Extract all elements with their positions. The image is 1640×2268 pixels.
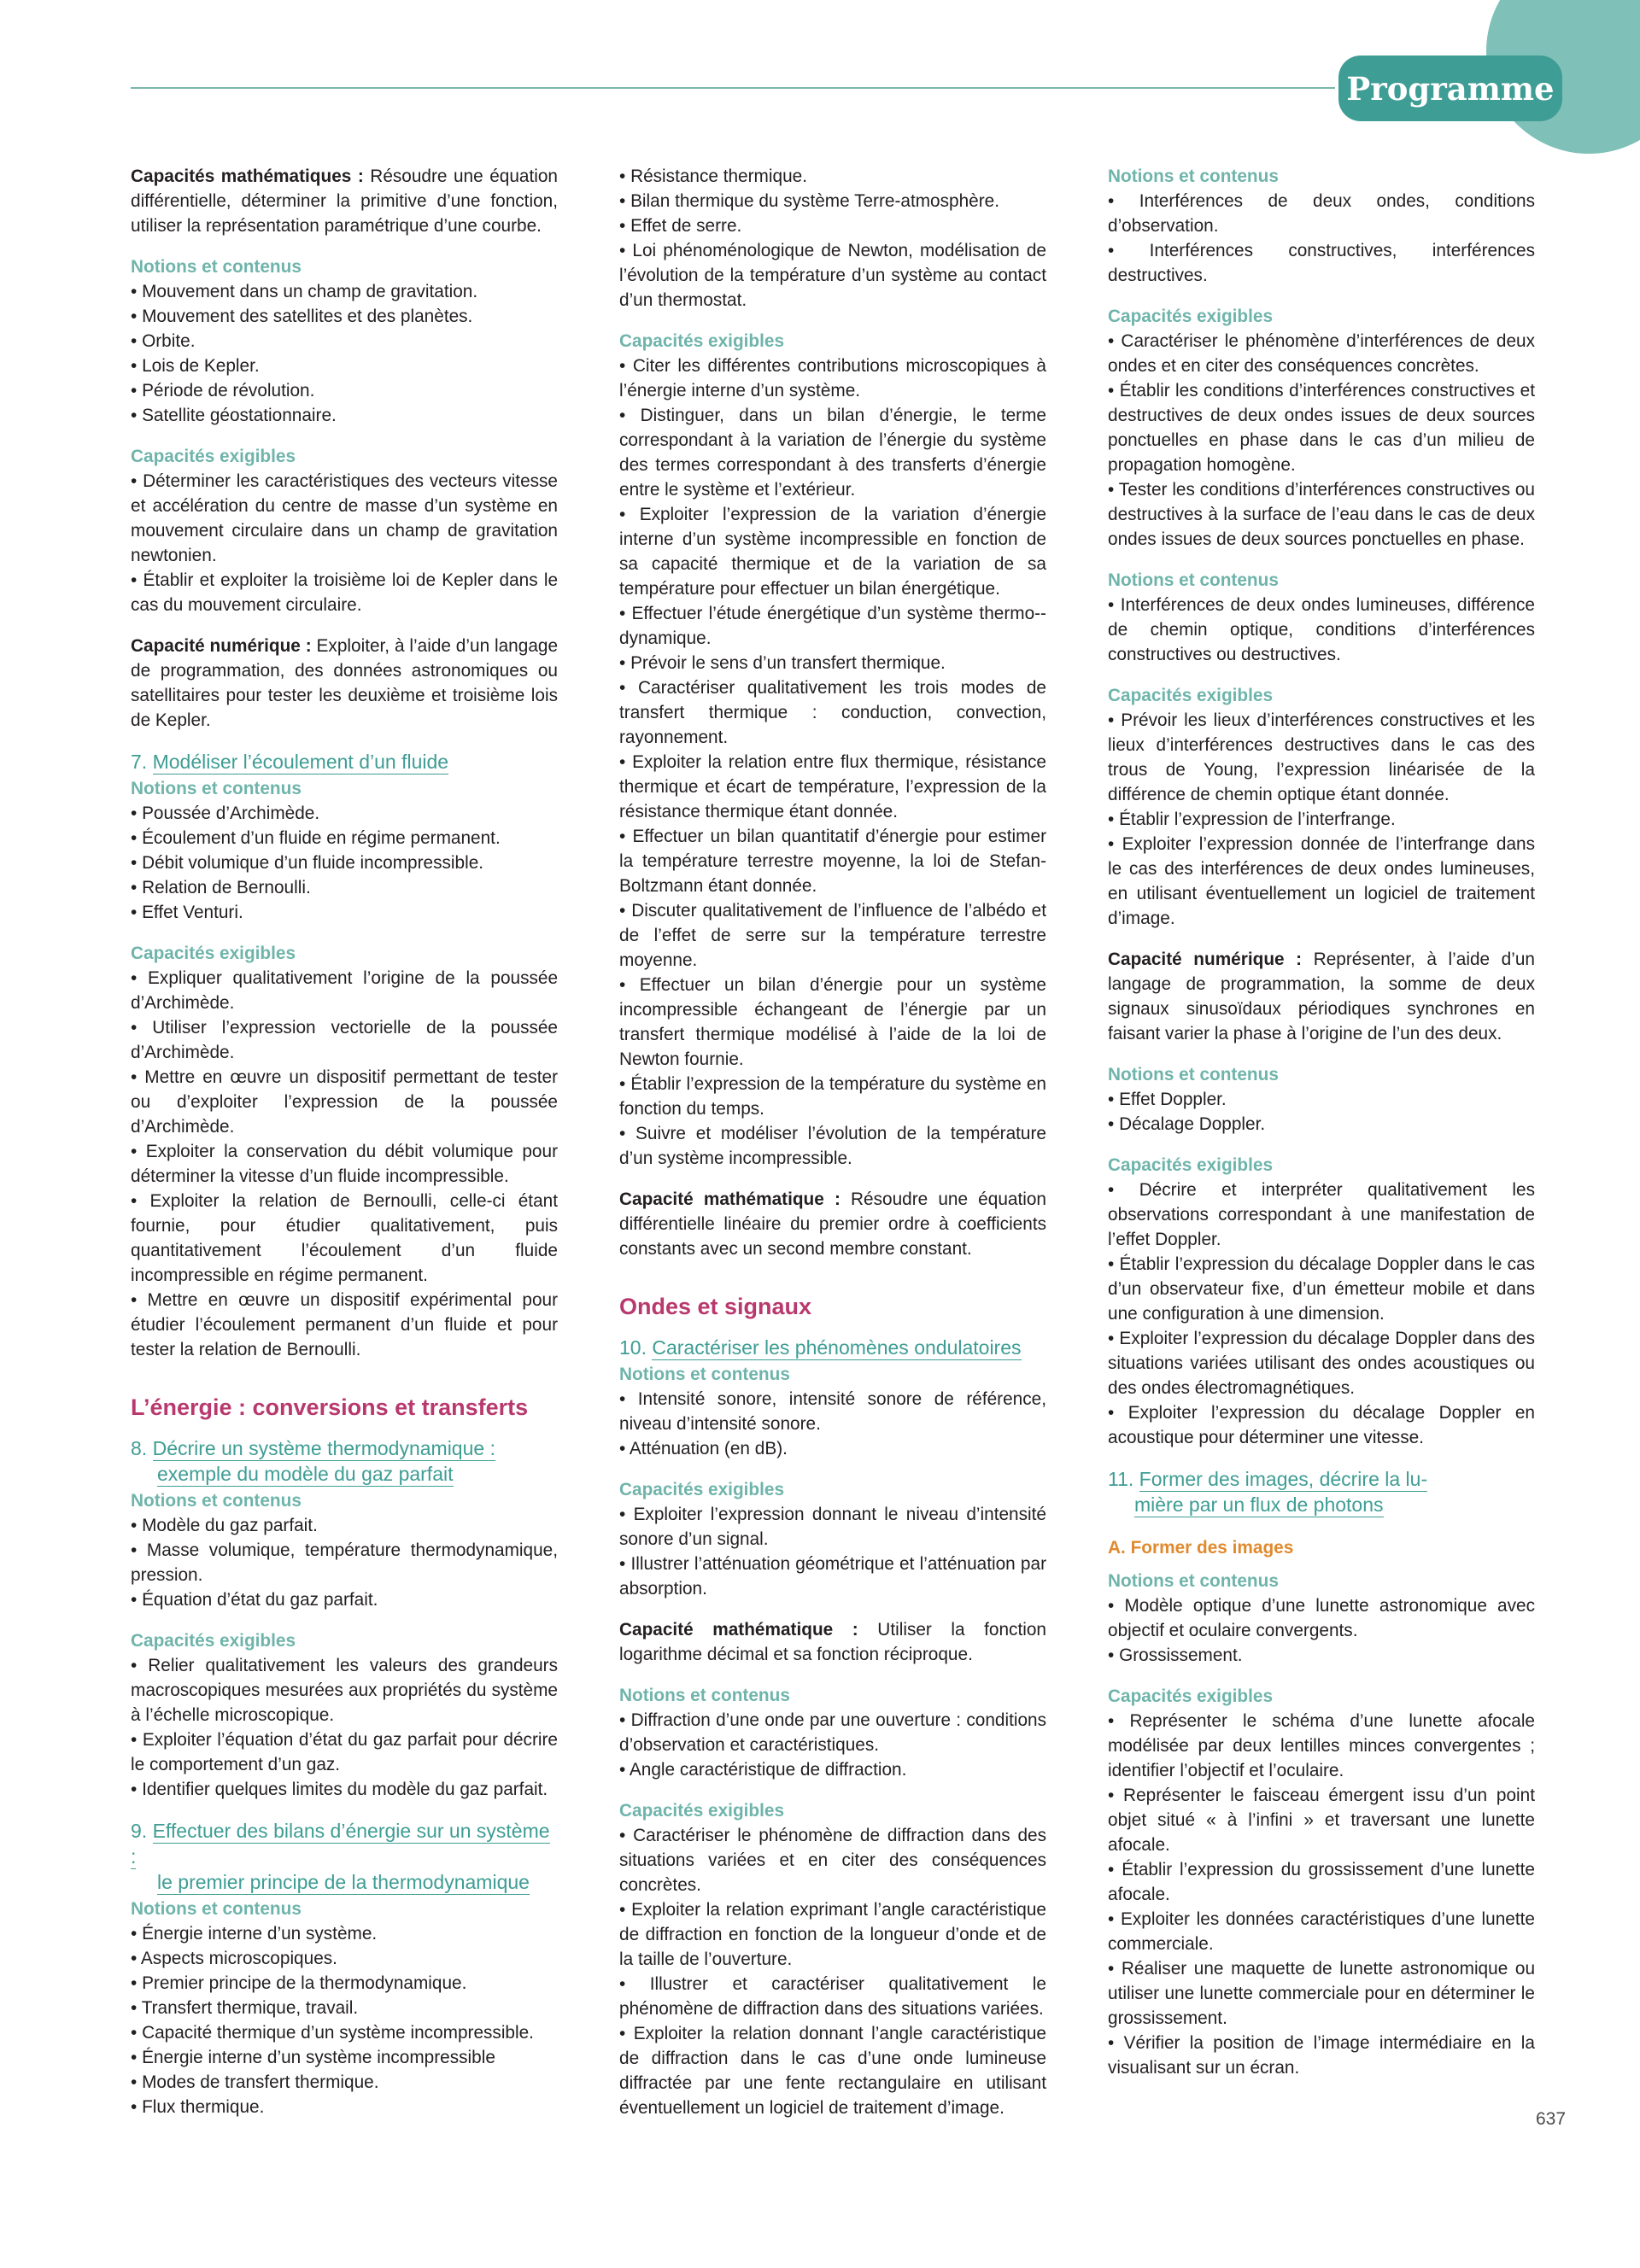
section-title: Décrire un système thermodynamique :	[152, 1437, 495, 1459]
list-item: • Décrire et interpréter qualitativement les observations correspondant à une manifestation de l’effet Doppler.	[1108, 1178, 1535, 1252]
bullet-list	[131, 1653, 558, 1802]
list-item: • Exploiter la relation entre flux thermique, résistance thermique et écart de température, l’expression de la résistance thermique étant donnée.	[619, 750, 1046, 824]
list-item: • Effet Venturi.	[131, 900, 558, 925]
list-item: • Énergie interne d’un système.	[131, 1921, 558, 1946]
list-item: • Établir l’expression de l’interfrange.	[1108, 807, 1535, 832]
section-title: Modéliser l’écoulement d’un fluide	[152, 751, 449, 773]
heading-capacites: Capacités exigibles	[619, 331, 785, 351]
list-item: • Identifier quelques limites du modèle du gaz parfait.	[131, 1777, 558, 1802]
list-item: • Caractériser le phénomène d’interférences de deux ondes et en citer des conséquences concrètes.	[1108, 329, 1535, 378]
bullet-list	[1108, 329, 1535, 552]
list-item: • Suivre et modéliser l’évolution de la température d’un système incompressible.	[619, 1121, 1046, 1171]
bullet-list	[131, 966, 558, 1362]
list-item: • Diffraction d’une onde par une ouverture : conditions d’observation et caractéristiques.	[619, 1708, 1046, 1757]
list-item: • Établir et exploiter la troisième loi de Kepler dans le cas du mouvement circulaire.	[131, 568, 558, 617]
numerique-paragraph	[131, 634, 558, 733]
column-2	[619, 164, 1046, 2120]
bullet-list	[131, 1513, 558, 1612]
list-item: • Relier qualitativement les valeurs des grandeurs macroscopiques mesurées aux propriétés du système à l’échelle microscopique.	[131, 1653, 558, 1727]
heading-notions: Notions et contenus	[1108, 1571, 1279, 1591]
energie-title: L’énergie : conversions et transferts	[131, 1394, 529, 1420]
math9-paragraph	[619, 1187, 1046, 1261]
list-item: • Illustrer l’atténuation géométrique et l’atténuation par absorption.	[619, 1552, 1046, 1601]
list-item: • Interférences de deux ondes, conditions d’observation.	[1108, 189, 1535, 238]
list-item: • Utiliser l’expression vectorielle de la poussée d’Archimède.	[131, 1015, 558, 1065]
list-item: • Discuter qualitativement de l’influence de l’albédo et de l’effet de serre sur la température terrestre moyenne.	[619, 898, 1046, 973]
heading-capacites: Capacités exigibles	[1108, 1155, 1274, 1175]
list-item: • Effectuer l’étude énergétique d’un système thermo--dynamique.	[619, 601, 1046, 651]
bullet-list	[1108, 189, 1535, 288]
heading-capacites: Capacités exigibles	[619, 1480, 785, 1499]
list-item: • Capacité thermique d’un système incompressible.	[131, 2020, 558, 2045]
list-item: • Établir l’expression du décalage Doppler dans le cas d’un observateur fixe, d’un émetteur mobile et dans une configuration à une dimension.	[1108, 1252, 1535, 1326]
list-item: • Exploiter l’expression donnant le niveau d’intensité sonore d’un signal.	[619, 1502, 1046, 1552]
heading-capacites: Capacités exigibles	[131, 944, 296, 963]
list-item: • Débit volumique d’un fluide incompressible.	[131, 850, 558, 875]
list-item: • Interférences constructives, interférences destructives.	[1108, 238, 1535, 288]
bullet-list	[131, 1921, 558, 2119]
heading-notions: Notions et contenus	[619, 1365, 790, 1384]
list-item: • Exploiter l’expression donnée de l’interfrange dans le cas des interférences de deux ondes lumineuses, en utilisant éventuellement un logiciel de traitement d’image.	[1108, 832, 1535, 931]
list-item: • Intensité sonore, intensité sonore de référence, niveau d’intensité sonore.	[619, 1387, 1046, 1436]
list-item: • Établir les conditions d’interférences constructives et destructives de deux ondes issues de deux sources ponctuelles en phase dans le cas d’un milieu de propagation homogène.	[1108, 378, 1535, 477]
list-item: • Mettre en œuvre un dispositif expérimental pour étudier l’écoulement permanent d’un fluide et pour tester la relation de Bernoulli.	[131, 1288, 558, 1362]
list-item: • Exploiter la conservation du débit volumique pour déterminer la vitesse d’un fluide incompressible.	[131, 1139, 558, 1189]
section-title-cont: mière par un flux de photons	[1134, 1493, 1384, 1516]
section-10-heading	[619, 1335, 1046, 1360]
list-item: • Exploiter les données caractéristiques d’une lunette commerciale.	[1108, 1907, 1535, 1956]
programme-tab: Programme	[1338, 56, 1562, 121]
subsection-a-title: A. Former des images	[1108, 1538, 1294, 1558]
bullet-list	[619, 354, 1046, 1171]
heading-notions: Notions et contenus	[1108, 1065, 1279, 1084]
list-item: • Orbite.	[131, 329, 558, 354]
section-number: 10.	[619, 1336, 647, 1359]
bullet-list	[1108, 1087, 1535, 1137]
heading-capacites: Capacités exigibles	[131, 1631, 296, 1651]
bullet-list	[619, 164, 1046, 313]
list-item: • Illustrer et caractériser qualitativement le phénomène de diffraction dans des situations variées.	[619, 1972, 1046, 2021]
section-number: 8.	[131, 1437, 148, 1459]
list-item: • Modèle du gaz parfait.	[131, 1513, 558, 1538]
list-item: • Bilan thermique du système Terre-atmosphère.	[619, 189, 1046, 213]
list-item: • Prévoir les lieux d’interférences constructives et les lieux d’interférences destructives dans le cas des trous de Young, l’expression linéarisée de la différence de chemin optique étant donnée.	[1108, 708, 1535, 807]
section-8-heading	[131, 1435, 558, 1487]
bullet-list	[619, 1823, 1046, 2120]
bullet-list	[1108, 1709, 1535, 2080]
list-item: • Distinguer, dans un bilan d’énergie, le terme correspondant à la variation de l’énergie du système des termes correspondant à des transferts d’énergie entre le système et l’extérieur.	[619, 403, 1046, 502]
list-item: • Écoulement d’un fluide en régime permanent.	[131, 826, 558, 850]
list-item: • Premier principe de la thermodynamique.	[131, 1971, 558, 1996]
list-item: • Équation d’état du gaz parfait.	[131, 1587, 558, 1612]
header-rule	[131, 87, 1335, 89]
heading-capacites: Capacités exigibles	[1108, 686, 1274, 705]
heading-notions: Notions et contenus	[131, 779, 302, 798]
list-item: • Masse volumique, température thermodynamique, pression.	[131, 1538, 558, 1587]
list-item: • Période de révolution.	[131, 378, 558, 403]
list-item: • Effet de serre.	[619, 213, 1046, 238]
intro-paragraph	[131, 164, 558, 238]
math9-text: Résoudre une équation différentielle linéaire du premier ordre à coefficients constants avec un second membre constant.	[619, 1190, 1046, 1259]
label-cap-math: Capacités mathématiques :	[131, 167, 364, 186]
section-title: Effectuer des bilans d’énergie sur un système :	[131, 1820, 550, 1868]
list-item: • Caractériser le phénomène de diffraction dans des situations variées et en citer des conséquences concrètes.	[619, 1823, 1046, 1897]
list-item: • Mouvement des satellites et des planètes.	[131, 304, 558, 329]
list-item: • Exploiter la relation donnant l’angle caractéristique de diffraction dans le cas d’une onde lumineuse diffractée par une fente rectangulaire en utilisant éventuellement un logiciel de traitement d’image.	[619, 2021, 1046, 2120]
list-item: • Angle caractéristique de diffraction.	[619, 1757, 1046, 1782]
list-item: • Grossissement.	[1108, 1643, 1535, 1668]
label-cap-math-single: Capacité mathématique :	[619, 1620, 858, 1640]
list-item: • Exploiter l’expression du décalage Doppler en acoustique pour déterminer une vitesse.	[1108, 1400, 1535, 1450]
list-item: • Effectuer un bilan quantitatif d’énergie pour estimer la température terrestre moyenne, la loi de Stefan-Boltzmann étant donnée.	[619, 824, 1046, 898]
list-item: • Décalage Doppler.	[1108, 1112, 1535, 1137]
column-1	[131, 164, 558, 2119]
label-cap-num: Capacité numérique :	[1108, 950, 1303, 969]
list-item: • Énergie interne d’un système incompressible	[131, 2045, 558, 2070]
bullet-list	[131, 469, 558, 617]
bullet-list	[1108, 593, 1535, 667]
list-item: • Exploiter l’expression du décalage Doppler dans des situations variées utilisant des ondes acoustiques ou des ondes électromagnétiques.	[1108, 1326, 1535, 1400]
heading-capacites: Capacités exigibles	[1108, 1686, 1274, 1706]
heading-notions: Notions et contenus	[131, 257, 302, 277]
list-item: • Exploiter la relation exprimant l’angle caractéristique de diffraction en fonction de la longueur d’onde et de la taille de l’ouverture.	[619, 1897, 1046, 1972]
bullet-list	[619, 1387, 1046, 1461]
list-item: • Flux thermique.	[131, 2095, 558, 2119]
list-item: • Établir l’expression de la température du système en fonction du temps.	[619, 1072, 1046, 1121]
numerique-paragraph	[1108, 947, 1535, 1046]
list-item: • Prévoir le sens d’un transfert thermique.	[619, 651, 1046, 675]
bullet-list	[131, 279, 558, 428]
heading-capacites: Capacités exigibles	[1108, 307, 1274, 326]
heading-capacites: Capacités exigibles	[619, 1801, 785, 1821]
list-item: • Mettre en œuvre un dispositif permettant de tester ou d’exploiter l’expression de la poussée d’Archimède.	[131, 1065, 558, 1139]
heading-notions: Notions et contenus	[1108, 570, 1279, 590]
list-item: • Exploiter l’équation d’état du gaz parfait pour décrire le comportement d’un gaz.	[131, 1727, 558, 1777]
list-item: • Tester les conditions d’interférences constructives ou destructives à la surface de l’eau dans le cas de deux ondes issues de deux sources ponctuelles en phase.	[1108, 477, 1535, 552]
section-number: 9.	[131, 1820, 148, 1842]
list-item: • Lois de Kepler.	[131, 354, 558, 378]
list-item: • Citer les différentes contributions microscopiques à l’énergie interne d’un système.	[619, 354, 1046, 403]
section-7-heading	[131, 749, 558, 775]
section-title-cont: le premier principe de la thermodynamique	[157, 1871, 530, 1893]
section-11-heading	[1108, 1466, 1535, 1517]
list-item: • Satellite géostationnaire.	[131, 403, 558, 428]
list-item: • Atténuation (en dB).	[619, 1436, 1046, 1461]
list-item: • Modèle optique d’une lunette astronomique avec objectif et oculaire convergents.	[1108, 1593, 1535, 1643]
list-item: • Transfert thermique, travail.	[131, 1996, 558, 2020]
list-item: • Vérifier la position de l’image intermédiaire en la visualisant sur un écran.	[1108, 2031, 1535, 2080]
bullet-list	[619, 1502, 1046, 1601]
bullet-list	[131, 801, 558, 925]
page-number: 637	[1536, 2109, 1567, 2129]
list-item: • Caractériser qualitativement les trois modes de transfert thermique : conduction, convection, rayonnement.	[619, 675, 1046, 750]
bullet-list	[1108, 708, 1535, 931]
bullet-list	[619, 1708, 1046, 1782]
section-number: 11.	[1108, 1468, 1134, 1490]
section-9-heading	[131, 1818, 558, 1895]
list-item: • Résistance thermique.	[619, 164, 1046, 189]
list-item: • Relation de Bernoulli.	[131, 875, 558, 900]
column-3	[1108, 164, 1535, 2080]
list-item: • Exploiter l’expression de la variation d’énergie interne d’un système incompressible en fonction de sa capacité thermique et de la variation de sa température pour effectuer un bilan énergétique.	[619, 502, 1046, 601]
list-item: • Exploiter la relation de Bernoulli, celle-ci étant fournie, pour étudier qualitativement, puis quantitativement l’écoulement d’un fluide incompressible en régime permanent.	[131, 1189, 558, 1288]
section-title: Caractériser les phénomènes ondulatoires	[652, 1336, 1022, 1359]
label-cap-math-single: Capacité mathématique :	[619, 1190, 840, 1209]
heading-notions: Notions et contenus	[1108, 167, 1279, 186]
list-item: • Aspects microscopiques.	[131, 1946, 558, 1971]
list-item: • Effectuer un bilan d’énergie pour un système incompressible échangeant de l’énergie par un transfert thermique modélisé à l’aide de la loi de Newton fournie.	[619, 973, 1046, 1072]
list-item: • Poussée d’Archimède.	[131, 801, 558, 826]
numerique-text: Exploiter, à l’aide d’un langage de programmation, des données astronomiques ou satellitaires pour tester les deuxième et troisième lois de Kepler.	[131, 636, 559, 730]
math10-paragraph	[619, 1617, 1046, 1667]
heading-notions: Notions et contenus	[619, 1686, 790, 1705]
list-item: • Expliquer qualitativement l’origine de la poussée d’Archimède.	[131, 966, 558, 1015]
list-item: • Établir l’expression du grossissement d’une lunette afocale.	[1108, 1857, 1535, 1907]
intro-text: Résoudre une équation différentielle, déterminer la primitive d’une fonction, utiliser la représentation paramétrique d’une courbe.	[131, 167, 558, 236]
ondes-title: Ondes et signaux	[619, 1294, 812, 1319]
list-item: • Représenter le schéma d’une lunette afocale modélisée par deux lentilles minces convergentes ; identifier l’objectif et l’oculaire.	[1108, 1709, 1535, 1783]
bullet-list	[1108, 1178, 1535, 1450]
list-item: • Interférences de deux ondes lumineuses, différence de chemin optique, conditions d’interférences constructives ou destructives.	[1108, 593, 1535, 667]
numerique-text: Représenter, à l’aide d’un langage de programmation, la somme de deux signaux sinusoïdaux périodiques synchrones en faisant varier la phase à l’origine de l’un des deux.	[1108, 950, 1535, 1043]
section-number: 7.	[131, 751, 148, 773]
list-item: • Loi phénoménologique de Newton, modélisation de l’évolution de la température d’un système au contact d’un thermostat.	[619, 238, 1046, 313]
list-item: • Mouvement dans un champ de gravitation.	[131, 279, 558, 304]
heading-notions: Notions et contenus	[131, 1491, 302, 1511]
bullet-list	[1108, 1593, 1535, 1668]
heading-capacites: Capacités exigibles	[131, 447, 296, 466]
list-item: • Réaliser une maquette de lunette astronomique ou utiliser une lunette commerciale pour en déterminer le grossissement.	[1108, 1956, 1535, 2031]
list-item: • Représenter le faisceau émergent issu d’un point objet situé « à l’infini » et traversant une lunette afocale.	[1108, 1783, 1535, 1857]
section-title-cont: exemple du modèle du gaz parfait	[157, 1463, 454, 1485]
heading-notions: Notions et contenus	[131, 1899, 302, 1919]
section-title: Former des images, décrire la lu-	[1139, 1468, 1428, 1490]
list-item: • Modes de transfert thermique.	[131, 2070, 558, 2095]
list-item: • Effet Doppler.	[1108, 1087, 1535, 1112]
list-item: • Déterminer les caractéristiques des vecteurs vitesse et accélération du centre de masse d’un système en mouvement circulaire dans un champ de gravitation newtonien.	[131, 469, 558, 568]
math10-text: Utiliser la fonction logarithme décimal et sa fonction réciproque.	[619, 1620, 1046, 1664]
label-cap-num: Capacité numérique :	[131, 636, 312, 656]
